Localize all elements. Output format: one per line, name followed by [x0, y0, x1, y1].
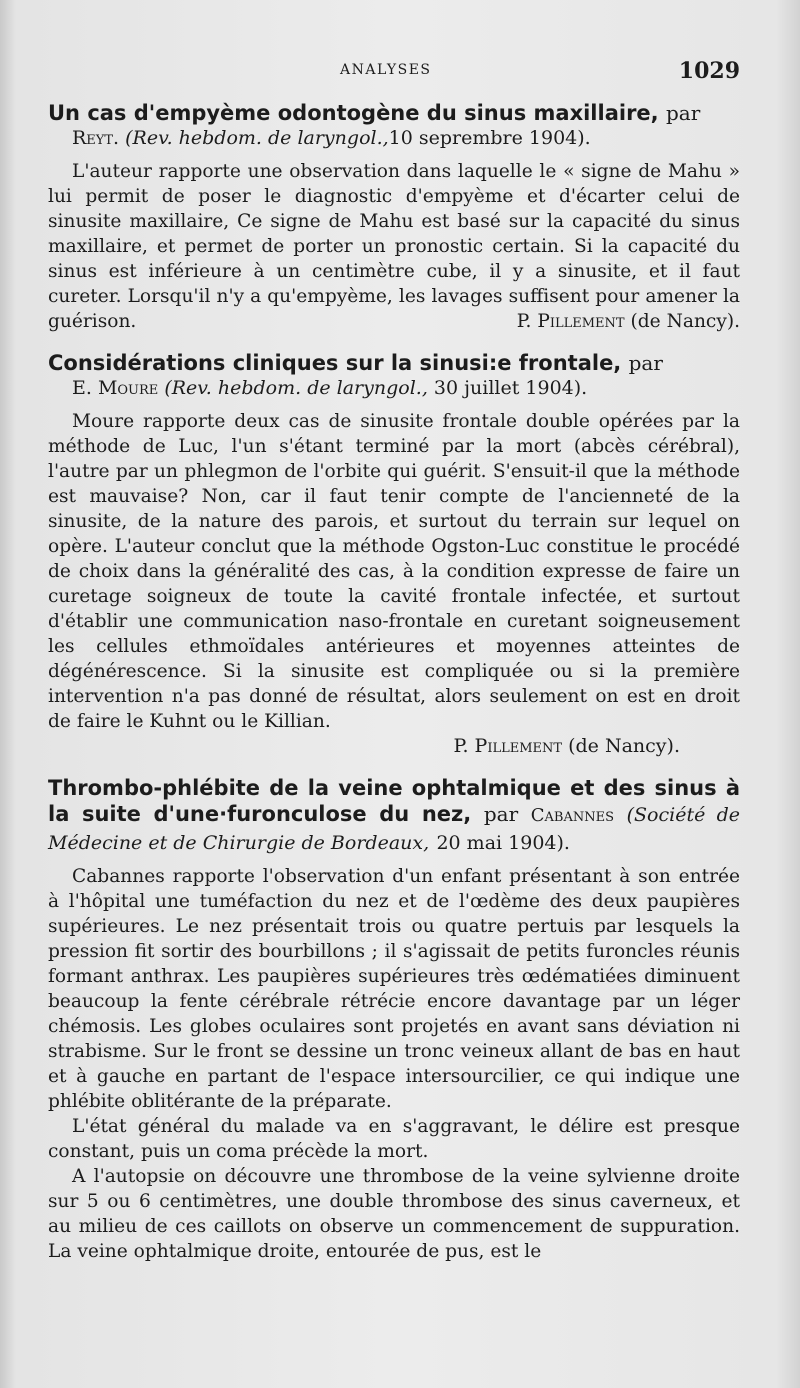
- article-citation-date: 10 seprembre 1904).: [388, 127, 591, 149]
- article-author: Reyt.: [72, 127, 120, 149]
- article-sinusite-frontale: [48, 350, 740, 759]
- article-paragraph: L'état général du malade va en s'aggravant, le délire est presque constant, puis un coma précède la mort.: [48, 1116, 740, 1162]
- article-title: [48, 775, 740, 856]
- article-author: E. Moure: [72, 377, 159, 399]
- signature-place: (de Nancy).: [630, 311, 740, 332]
- article-signature: [48, 734, 740, 759]
- signature-name: P. Pillement: [453, 735, 563, 757]
- running-title: ANALYSES: [340, 62, 432, 78]
- article-byline: [72, 376, 740, 401]
- article-byline: [72, 126, 740, 151]
- article-citation-date: 20 mai 1904).: [436, 832, 570, 854]
- article-paragraph: A l'autopsie on découvre une thrombose de la veine sylvienne droite sur 5 ou 6 centimètres, une double thrombose des sinus caverneux, et au milieu de ces caillots on observe un commencement de suppuration. La veine ophtalmique droite, entourée de pus, est le: [48, 1166, 740, 1262]
- article-title: [48, 100, 740, 126]
- article-thrombo-phlebite: [48, 775, 740, 1264]
- article-author: Cabannes: [530, 805, 614, 826]
- article-paragraph: Cabannes rapporte l'observation d'un enfant présentant à son entrée à l'hôpital une tuméfaction du nez et de l'œdème des deux paupières supérieures. Le nez présentait trois ou quatre pertuis par lesquels la pression fit sortir des bourbillons ; il s'agissait de petits furoncles réunis formant anthrax. Les paupières supérieures très œdématiées diminuent beaucoup la fente cérébrale rétrécie encore davantage par un léger chémosis. Les globes oculaires sont projetés en avant sans déviation ni strabisme. Sur le front se dessine un tronc veineux allant de bas en haut et à gauche en partant de l'espace intersourcilier, ce qui indique une phlébite oblitérante de la préparate.: [48, 866, 740, 1112]
- signature-name: P. Pillement: [516, 311, 625, 332]
- running-head: [0, 60, 800, 90]
- article-title: [48, 350, 740, 376]
- paragraph-text: L'auteur rapporte une observation dans laquelle le « signe de Mahu » lui permit de poser le diagnostic d'empyème et d'écarter celui de sinusite maxillaire, Ce signe de Mahu est basé sur la capacité du sinus maxillaire, et permet de porter un pronostic certain. Si la capacité du sinus est inférieure à un centimètre cube, il y a sinusite, et il faut cureter. Lorsqu'il n'y a qu'empyème, les lavages suffisent pour amener la guérison.: [48, 161, 740, 332]
- article-par: par: [665, 101, 701, 125]
- article-title-text: Considérations cliniques sur la sinusi:e frontale,: [48, 351, 622, 375]
- article-citation: (Rev. hebdom. de laryngol.,: [125, 127, 389, 149]
- article-title-text: Un cas d'empyème odontogène du sinus maxillaire,: [48, 101, 659, 125]
- article-citation: (Société de Médecine et de Chirurgie de Bordeaux,: [48, 804, 741, 854]
- article-paragraph: Moure rapporte deux cas de sinusite frontale double opérées par la méthode de Luc, l'un s'étant terminé par la mort (abcès cérébral), l'autre par un phlegmon de l'orbite qui guérit. S'ensuit-il que la méthode est mauvaise? Non, car il faut tenir compte de l'ancienneté de la sinusite, de la nature des parois, et surtout du terrain sur lequel on opère. L'auteur conclut que la méthode Ogston-Luc constitue le procédé de choix dans la généralité des cas, à la condition expresse de faire un curetage soigneux de toute la cavité frontale infectée, et surtout d'établir une communication naso-frontale en curetant soigneusement les cellules ethmoïdales antérieures et moyennes atteintes de dégénérescence. Si la sinusite est compliquée ou si la première intervention n'a pas donné de résultat, alors seulement on est en droit de faire le Kuhnt ou le Killian.: [48, 411, 740, 732]
- article-title-text: Thrombo-phlébite de la veine ophtalmique et des sinus à la suite d'une·furonculose du nez,: [48, 776, 740, 826]
- article-par: par: [483, 802, 519, 826]
- signature-place: (de Nancy).: [568, 735, 680, 757]
- article-citation-date: 30 juillet 1904).: [433, 377, 588, 399]
- article-signature: [493, 309, 740, 334]
- article-paragraph: [48, 159, 740, 334]
- page-number: 1029: [678, 58, 740, 84]
- article-par: par: [628, 351, 663, 375]
- page-content: [48, 100, 740, 1280]
- article-citation: (Rev. hebdom. de laryngol.,: [164, 377, 428, 399]
- article-empyeme: [48, 100, 740, 334]
